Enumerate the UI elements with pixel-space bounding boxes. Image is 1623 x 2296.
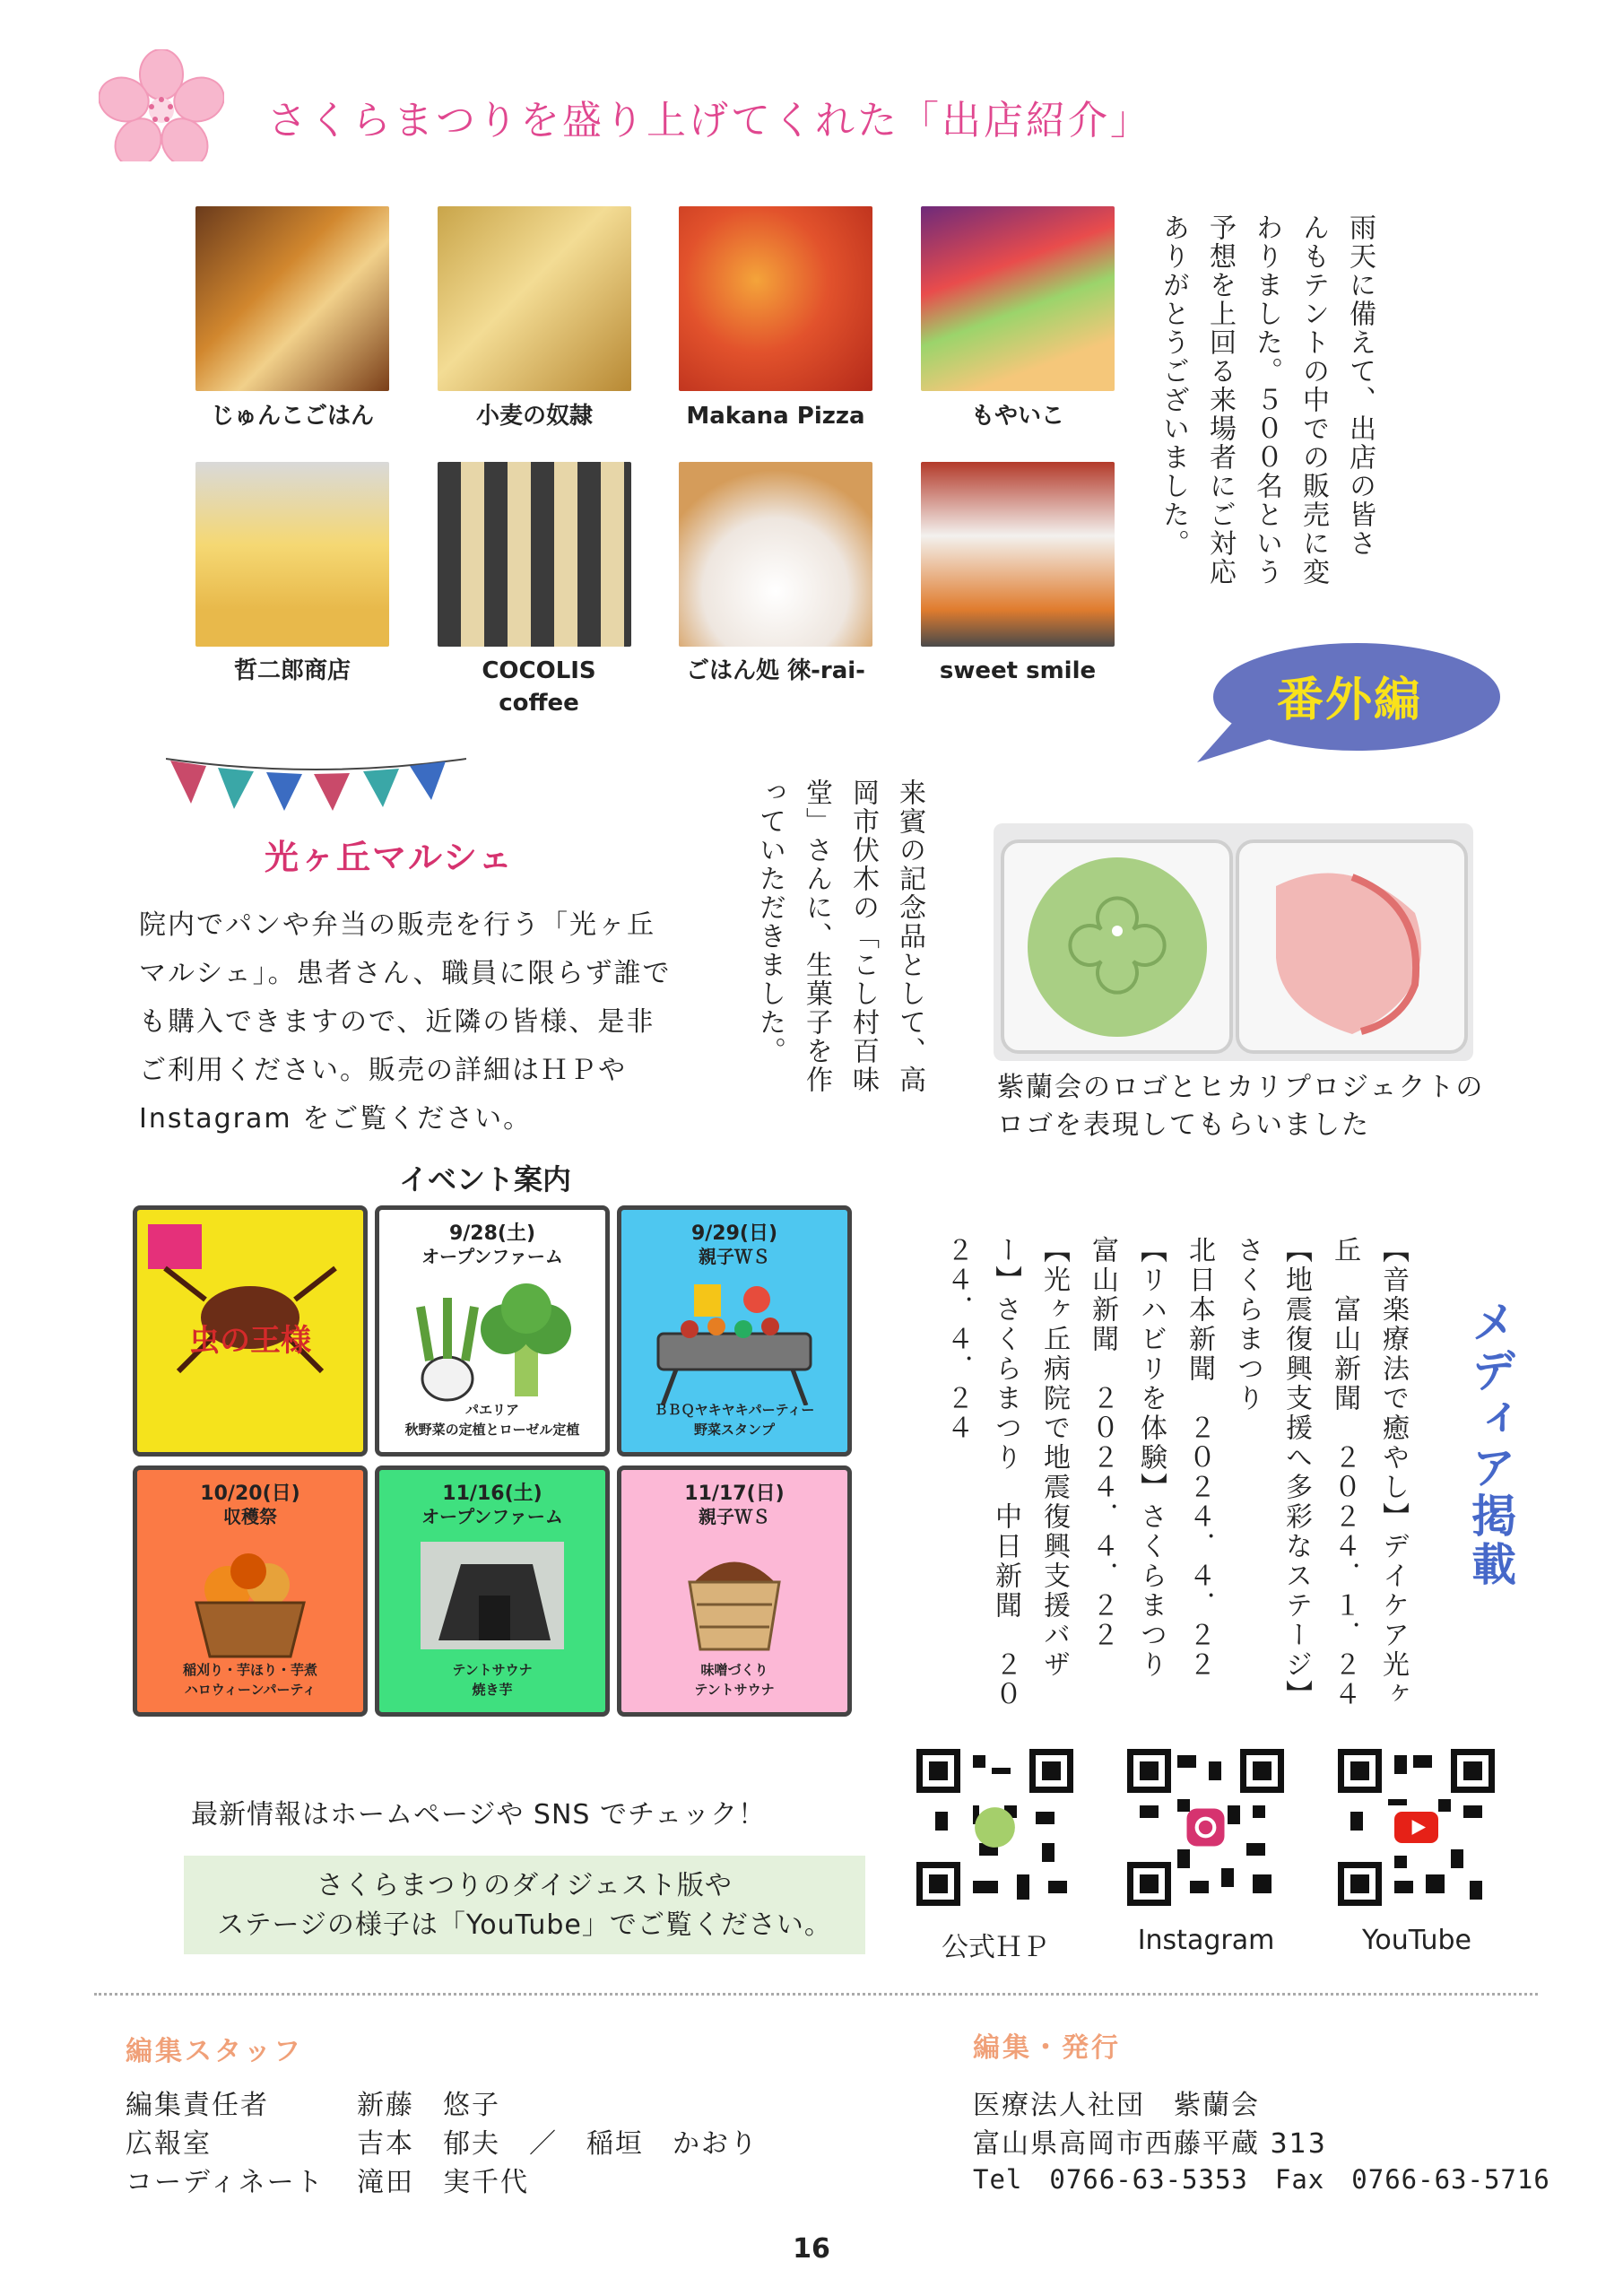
event-note: ＢＢＱヤキヤキパーティー 野菜スタンプ — [654, 1402, 815, 1438]
event-title: イベント案内 — [399, 1162, 572, 1196]
leaf-logo-icon — [975, 1807, 1015, 1848]
sakura-flower-icon — [99, 49, 224, 161]
event-card — [375, 1465, 610, 1717]
sns-text: 最新情報はホームページや SNS でチェック！ — [191, 1799, 767, 1831]
event-note: テントサウナ 焼き芋 — [452, 1662, 533, 1698]
youtube-note-box — [184, 1856, 865, 1954]
vegetable-icon — [403, 1280, 582, 1405]
staff-names: 新藤 悠子 — [357, 2090, 500, 2121]
event-card — [133, 1465, 368, 1717]
gift-text: 来賓の記念品として、高 岡市伏木の「こし村百味 堂」さんに、生菓子を作 っていただきました。 — [754, 778, 925, 1094]
qr-label-instagram: Instagram — [1137, 1925, 1275, 1956]
youtube-note-line: さくらまつりのダイジェスト版や — [317, 1870, 733, 1901]
staff-heading: 編集スタッフ — [126, 2036, 303, 2067]
page-heading: さくらまつりを盛り上げてくれた「出店紹介」 — [267, 98, 1152, 144]
publisher-address: 富山県高岡市西藤平蔵 313 — [973, 2128, 1327, 2160]
marche-text: 院内でパンや弁当の販売を行う「光ヶ丘マルシェ」。患者さん、職員に限らず誰でも購入できますので、近隣の皆様、是非ご利用ください。販売の詳細はＨＰやInstagram をご覧ください。 — [139, 909, 672, 1135]
shop-name: じゅんこごはん — [210, 403, 374, 430]
bangai-label: 番外編 — [1276, 674, 1422, 727]
publisher-org: 医療法人社団 紫蘭会 — [973, 2090, 1260, 2121]
event-note: 味噌づくり テントサウナ — [694, 1662, 775, 1698]
shop-name: ごはん処 徠-rai- — [686, 657, 865, 684]
event-subtitle: 収穫祭 — [223, 1506, 277, 1527]
shop-name: 哲二郎商店 — [233, 657, 351, 684]
shop-photo — [921, 462, 1115, 647]
harvest-basket-icon — [178, 1540, 322, 1665]
event-note: パエリア 秋野菜の定植とローゼル定植 — [404, 1402, 580, 1438]
event-date: 10/20(日) — [200, 1483, 300, 1505]
shop-photo — [438, 462, 631, 647]
event-note: 稲刈り・芋ほり・芋煮 ハロウィーンパーティ — [182, 1662, 317, 1698]
shop-name: Makana Pizza — [686, 403, 865, 430]
event-card — [617, 1205, 852, 1457]
event-subtitle: 親子ＷＳ — [699, 1246, 770, 1267]
event-subtitle: オープンファーム — [421, 1246, 563, 1267]
shop-photo — [438, 206, 631, 391]
publisher-contact: Tel 0766-63-5353 Fax 0766-63-5716 — [973, 2164, 1550, 2195]
media-title: メディア掲載 — [1464, 1299, 1516, 1589]
event-subtitle: オープンファーム — [421, 1506, 563, 1527]
marche-title: 光ヶ丘マルシェ — [265, 838, 515, 877]
miso-tub-icon — [672, 1542, 797, 1658]
shop-photo — [195, 462, 389, 647]
publisher-heading: 編集・発行 — [973, 2032, 1121, 2064]
tent-sauna-icon — [421, 1542, 564, 1649]
shop-name: もやいこ — [970, 403, 1064, 430]
event-card — [133, 1205, 368, 1457]
wagashi-caption: 紫蘭会のロゴとヒカリプロジェクトのロゴを表現してもらいました — [997, 1072, 1485, 1141]
wagashi-photo — [994, 823, 1473, 1061]
qr-code-youtube[interactable] — [1338, 1749, 1495, 1906]
event-note: 虫の王様 — [189, 1323, 311, 1359]
youtube-note-line: ステージの様子は「YouTube」でご覧ください。 — [217, 1909, 832, 1941]
staff-names: 滝田 実千代 — [357, 2167, 529, 2198]
shop-photo — [921, 206, 1115, 391]
divider — [94, 1993, 1538, 1996]
staff-role: 広報室 — [126, 2128, 212, 2160]
shop-name: sweet smile — [939, 657, 1097, 684]
page-number: 16 — [793, 2233, 830, 2265]
event-card — [375, 1205, 610, 1457]
event-date: 11/17(日) — [684, 1483, 785, 1505]
shop-photo — [679, 462, 872, 647]
qr-code-instagram[interactable] — [1127, 1749, 1284, 1906]
instagram-icon — [1187, 1809, 1225, 1847]
staff-role: コーディネート — [126, 2167, 325, 2198]
event-date: 11/16(土) — [442, 1483, 542, 1505]
event-date: 9/28(土) — [448, 1222, 536, 1245]
staff-role: 編集責任者 — [126, 2090, 269, 2121]
qr-label-youtube: YouTube — [1362, 1925, 1471, 1956]
shop-intro-text: 雨天に備えて、出店の皆さ んもテントの中での販売に変 わりました。５００名という 予想を上回る来場者にご対応 ありがとうございました。 — [1158, 213, 1376, 587]
event-date: 9/29(日) — [690, 1222, 778, 1245]
bunting-flags-icon — [166, 753, 466, 812]
bbq-grill-icon — [640, 1280, 829, 1405]
event-subtitle: 親子ＷＳ — [699, 1506, 770, 1527]
staff-names: 吉本 郁夫 ／ 稲垣 かおり — [357, 2128, 759, 2160]
shop-name: 小麦の奴隷 — [475, 403, 593, 430]
event-card — [617, 1465, 852, 1717]
media-list: 【音楽療法で癒やし】デイケア光ヶ 丘 富山新聞 ２０２４．１．２４ 【地震復興支援へ多彩なステージ】 さくらまつり 北日本新聞 ２０２４．４．２２ 【リハビリを体験】さくらまつり 富山新聞 ２０２４．４．２２ 【光ヶ丘病院で地震復興支援バザ ー】さくらまつり 中日新聞 ２０ ２４．４．２４ — [942, 1236, 1409, 1709]
qr-label-homepage: 公式ＨＰ — [942, 1932, 1049, 1963]
shop-photo — [195, 206, 389, 391]
shop-name: COCOLIS coffee — [482, 657, 596, 717]
qr-code-homepage[interactable] — [916, 1749, 1073, 1906]
shop-photo — [679, 206, 872, 391]
